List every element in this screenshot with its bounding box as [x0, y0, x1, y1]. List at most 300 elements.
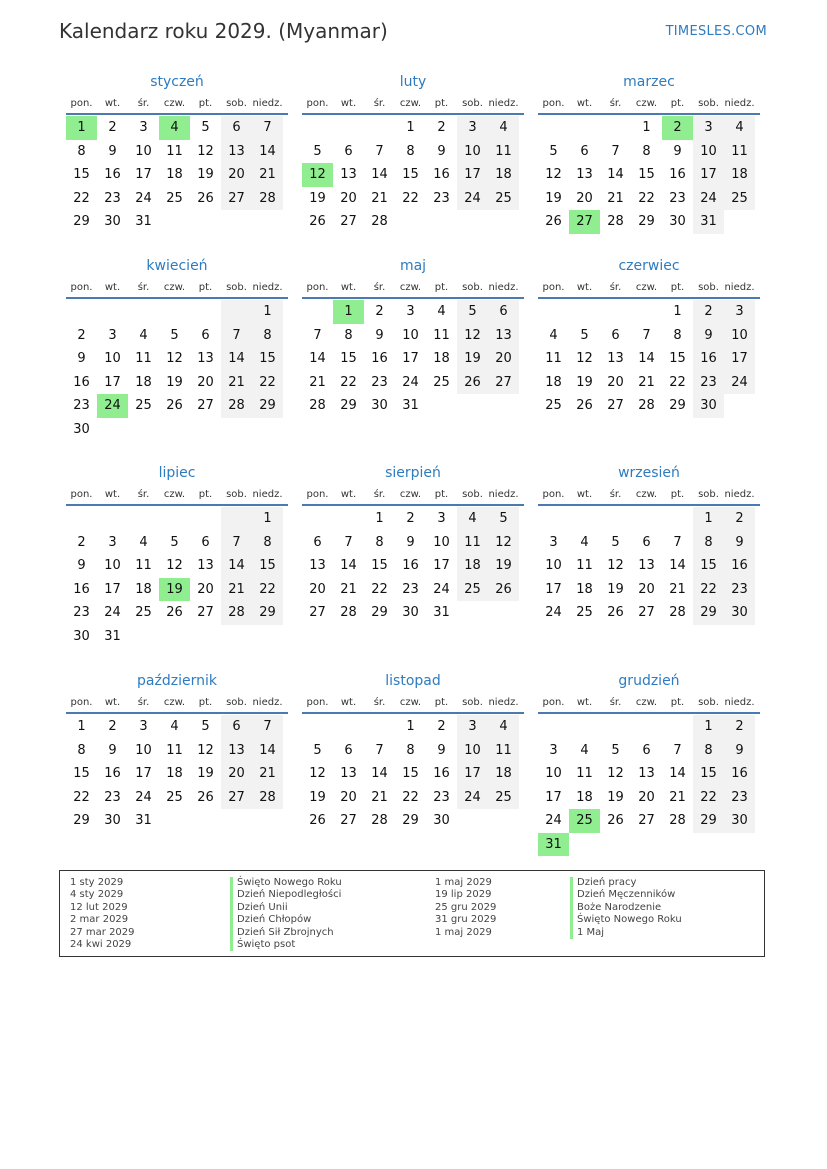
day-cell[interactable]: 14 — [607, 167, 624, 182]
day-cell[interactable]: 18 — [576, 789, 593, 805]
day-cell[interactable]: 16 — [104, 766, 121, 781]
day-cell[interactable]: 11 — [576, 766, 593, 781]
day-cell[interactable]: 19 — [309, 190, 326, 206]
day-cell[interactable]: 1 — [77, 719, 86, 734]
day-cell[interactable]: 7 — [252, 715, 283, 739]
day-cell[interactable]: 21 — [221, 578, 252, 602]
day-cell[interactable]: 6 — [201, 534, 210, 550]
day-cell[interactable]: 13 — [607, 351, 624, 366]
day-cell[interactable]: 11 — [135, 351, 152, 366]
day-cell[interactable]: 23 — [433, 789, 450, 805]
day-cell[interactable]: 25 — [724, 187, 755, 211]
day-cell[interactable]: 30 — [402, 605, 419, 620]
day-cell[interactable]: 24 — [97, 394, 128, 418]
day-cell[interactable]: 3 — [457, 715, 488, 739]
day-cell[interactable]: 25 — [135, 398, 152, 413]
day-cell[interactable]: 17 — [545, 789, 562, 805]
day-cell[interactable]: 2 — [77, 327, 86, 343]
day-cell[interactable]: 12 — [607, 766, 624, 781]
day-cell[interactable]: 6 — [313, 534, 322, 550]
day-cell[interactable]: 5 — [313, 742, 322, 758]
day-cell[interactable]: 12 — [309, 766, 326, 781]
day-cell[interactable]: 10 — [457, 140, 488, 164]
day-cell[interactable]: 12 — [197, 143, 214, 159]
day-cell[interactable]: 19 — [607, 581, 624, 597]
day-cell[interactable]: 30 — [104, 813, 121, 828]
day-cell[interactable]: 20 — [488, 347, 519, 371]
day-cell[interactable]: 14 — [340, 558, 357, 573]
day-cell[interactable]: 7 — [221, 324, 252, 348]
day-cell[interactable]: 13 — [197, 351, 214, 366]
day-cell[interactable]: 5 — [170, 534, 179, 550]
day-cell[interactable]: 9 — [437, 143, 446, 159]
day-cell[interactable]: 20 — [197, 374, 214, 390]
day-cell[interactable]: 25 — [166, 789, 183, 805]
day-cell[interactable]: 14 — [309, 351, 326, 366]
day-cell[interactable]: 11 — [576, 558, 593, 573]
day-cell[interactable]: 8 — [344, 327, 353, 343]
day-cell[interactable]: 27 — [569, 210, 600, 234]
day-cell[interactable]: 20 — [221, 762, 252, 786]
day-cell[interactable]: 22 — [252, 578, 283, 602]
day-cell[interactable]: 16 — [669, 167, 686, 182]
day-cell[interactable]: 25 — [433, 374, 450, 390]
day-cell[interactable]: 4 — [139, 327, 148, 343]
day-cell[interactable]: 16 — [693, 347, 724, 371]
day-cell[interactable]: 18 — [576, 581, 593, 597]
day-cell[interactable]: 23 — [73, 398, 90, 413]
day-cell[interactable]: 23 — [104, 789, 121, 805]
day-cell[interactable]: 18 — [545, 374, 562, 390]
day-cell[interactable]: 10 — [402, 327, 419, 343]
day-cell[interactable]: 4 — [457, 507, 488, 531]
day-cell[interactable]: 20 — [638, 789, 655, 805]
day-cell[interactable]: 24 — [135, 190, 152, 206]
day-cell[interactable]: 1 — [252, 507, 283, 531]
day-cell[interactable]: 5 — [488, 507, 519, 531]
day-cell[interactable]: 22 — [402, 190, 419, 206]
day-cell[interactable]: 7 — [375, 742, 384, 758]
day-cell[interactable]: 24 — [693, 187, 724, 211]
day-cell[interactable]: 10 — [433, 534, 450, 550]
day-cell[interactable]: 5 — [313, 143, 322, 159]
day-cell[interactable]: 26 — [488, 578, 519, 602]
day-cell[interactable]: 25 — [488, 786, 519, 810]
day-cell[interactable]: 15 — [402, 766, 419, 781]
day-cell[interactable]: 21 — [371, 190, 388, 206]
day-cell[interactable]: 21 — [252, 163, 283, 187]
day-cell[interactable]: 24 — [724, 371, 755, 395]
day-cell[interactable]: 1 — [693, 507, 724, 531]
day-cell[interactable]: 16 — [371, 351, 388, 366]
day-cell[interactable]: 2 — [406, 511, 415, 526]
day-cell[interactable]: 27 — [340, 813, 357, 828]
day-cell[interactable]: 17 — [433, 558, 450, 573]
day-cell[interactable]: 31 — [135, 214, 152, 229]
day-cell[interactable]: 13 — [340, 766, 357, 781]
day-cell[interactable]: 23 — [693, 371, 724, 395]
day-cell[interactable]: 13 — [576, 167, 593, 182]
day-cell[interactable]: 26 — [166, 605, 183, 620]
day-cell[interactable]: 9 — [673, 143, 682, 159]
day-cell[interactable]: 20 — [576, 190, 593, 206]
day-cell[interactable]: 27 — [340, 214, 357, 229]
day-cell[interactable]: 28 — [638, 398, 655, 413]
day-cell[interactable]: 6 — [221, 116, 252, 140]
day-cell[interactable]: 15 — [638, 167, 655, 182]
day-cell[interactable]: 14 — [221, 347, 252, 371]
day-cell[interactable]: 28 — [669, 813, 686, 828]
day-cell[interactable]: 21 — [607, 190, 624, 206]
day-cell[interactable]: 9 — [375, 327, 384, 343]
day-cell[interactable]: 3 — [108, 327, 117, 343]
day-cell[interactable]: 10 — [104, 558, 121, 573]
day-cell[interactable]: 23 — [669, 190, 686, 206]
day-cell[interactable]: 30 — [73, 421, 90, 437]
day-cell[interactable]: 17 — [457, 762, 488, 786]
day-cell[interactable]: 10 — [724, 324, 755, 348]
day-cell[interactable]: 8 — [77, 143, 86, 159]
day-cell[interactable]: 20 — [607, 374, 624, 390]
day-cell[interactable]: 1 — [406, 719, 415, 734]
day-cell[interactable]: 28 — [252, 187, 283, 211]
day-cell[interactable]: 18 — [488, 762, 519, 786]
day-cell[interactable]: 19 — [159, 578, 190, 602]
day-cell[interactable]: 19 — [488, 554, 519, 578]
day-cell[interactable]: 22 — [693, 786, 724, 810]
day-cell[interactable]: 9 — [724, 531, 755, 555]
day-cell[interactable]: 13 — [197, 558, 214, 573]
day-cell[interactable]: 24 — [457, 786, 488, 810]
day-cell[interactable]: 13 — [638, 766, 655, 781]
day-cell[interactable]: 22 — [693, 578, 724, 602]
day-cell[interactable]: 25 — [569, 809, 600, 833]
day-cell[interactable]: 17 — [724, 347, 755, 371]
day-cell[interactable]: 7 — [673, 534, 682, 550]
day-cell[interactable]: 30 — [724, 809, 755, 833]
day-cell[interactable]: 3 — [549, 534, 558, 550]
day-cell[interactable]: 5 — [201, 120, 210, 135]
day-cell[interactable]: 19 — [457, 347, 488, 371]
day-cell[interactable]: 8 — [693, 531, 724, 555]
day-cell[interactable]: 29 — [669, 398, 686, 413]
day-cell[interactable]: 22 — [669, 374, 686, 390]
day-cell[interactable]: 25 — [576, 605, 593, 620]
day-cell[interactable]: 13 — [638, 558, 655, 573]
day-cell[interactable]: 29 — [252, 394, 283, 418]
day-cell[interactable]: 26 — [197, 190, 214, 206]
day-cell[interactable]: 2 — [108, 120, 117, 135]
day-cell[interactable]: 27 — [607, 398, 624, 413]
day-cell[interactable]: 26 — [607, 605, 624, 620]
day-cell[interactable]: 26 — [576, 398, 593, 413]
day-cell[interactable]: 28 — [371, 813, 388, 828]
day-cell[interactable]: 20 — [221, 163, 252, 187]
day-cell[interactable]: 10 — [135, 143, 152, 159]
day-cell[interactable]: 16 — [433, 167, 450, 182]
day-cell[interactable]: 29 — [252, 601, 283, 625]
day-cell[interactable]: 23 — [104, 190, 121, 206]
day-cell[interactable]: 1 — [406, 120, 415, 135]
day-cell[interactable]: 15 — [340, 351, 357, 366]
day-cell[interactable]: 19 — [197, 766, 214, 781]
day-cell[interactable]: 14 — [371, 167, 388, 182]
day-cell[interactable]: 9 — [108, 143, 117, 159]
day-cell[interactable]: 4 — [580, 534, 589, 550]
day-cell[interactable]: 22 — [73, 190, 90, 206]
day-cell[interactable]: 7 — [611, 143, 620, 159]
day-cell[interactable]: 18 — [488, 163, 519, 187]
day-cell[interactable]: 27 — [309, 605, 326, 620]
day-cell[interactable]: 6 — [201, 327, 210, 343]
day-cell[interactable]: 25 — [457, 578, 488, 602]
day-cell[interactable]: 27 — [638, 813, 655, 828]
day-cell[interactable]: 22 — [371, 581, 388, 597]
day-cell[interactable]: 1 — [642, 120, 651, 135]
day-cell[interactable]: 18 — [135, 374, 152, 390]
day-cell[interactable]: 8 — [642, 143, 651, 159]
day-cell[interactable]: 18 — [166, 167, 183, 182]
day-cell[interactable]: 26 — [309, 214, 326, 229]
day-cell[interactable]: 2 — [108, 719, 117, 734]
day-cell[interactable]: 17 — [104, 374, 121, 390]
day-cell[interactable]: 30 — [433, 813, 450, 828]
day-cell[interactable]: 21 — [638, 374, 655, 390]
day-cell[interactable]: 3 — [406, 304, 415, 319]
day-cell[interactable]: 6 — [611, 327, 620, 343]
day-cell[interactable]: 24 — [545, 813, 562, 828]
day-cell[interactable]: 12 — [607, 558, 624, 573]
day-cell[interactable]: 2 — [693, 300, 724, 324]
day-cell[interactable]: 11 — [545, 351, 562, 366]
day-cell[interactable]: 15 — [693, 554, 724, 578]
day-cell[interactable]: 8 — [693, 739, 724, 763]
day-cell[interactable]: 14 — [252, 739, 283, 763]
day-cell[interactable]: 23 — [73, 605, 90, 620]
day-cell[interactable]: 10 — [104, 351, 121, 366]
day-cell[interactable]: 7 — [642, 327, 651, 343]
day-cell[interactable]: 3 — [437, 511, 446, 526]
day-cell[interactable]: 28 — [371, 214, 388, 229]
day-cell[interactable]: 1 — [673, 304, 682, 319]
day-cell[interactable]: 16 — [402, 558, 419, 573]
day-cell[interactable]: 20 — [638, 581, 655, 597]
brand-link[interactable]: TIMESLES.COM — [665, 24, 767, 39]
day-cell[interactable]: 22 — [252, 371, 283, 395]
day-cell[interactable]: 17 — [457, 163, 488, 187]
day-cell[interactable]: 12 — [488, 531, 519, 555]
day-cell[interactable]: 12 — [576, 351, 593, 366]
day-cell[interactable]: 31 — [433, 605, 450, 620]
day-cell[interactable]: 6 — [580, 143, 589, 159]
day-cell[interactable]: 3 — [139, 120, 148, 135]
day-cell[interactable]: 18 — [724, 163, 755, 187]
day-cell[interactable]: 4 — [580, 742, 589, 758]
day-cell[interactable]: 2 — [662, 116, 693, 140]
day-cell[interactable]: 5 — [170, 327, 179, 343]
day-cell[interactable]: 24 — [104, 605, 121, 620]
day-cell[interactable]: 29 — [638, 214, 655, 229]
day-cell[interactable]: 30 — [371, 398, 388, 413]
day-cell[interactable]: 17 — [135, 766, 152, 781]
day-cell[interactable]: 31 — [538, 833, 569, 857]
day-cell[interactable]: 31 — [693, 210, 724, 234]
day-cell[interactable]: 19 — [197, 167, 214, 182]
day-cell[interactable]: 31 — [104, 628, 121, 644]
day-cell[interactable]: 4 — [139, 534, 148, 550]
day-cell[interactable]: 1 — [375, 511, 384, 526]
day-cell[interactable]: 11 — [457, 531, 488, 555]
day-cell[interactable]: 2 — [437, 120, 446, 135]
day-cell[interactable]: 13 — [221, 140, 252, 164]
day-cell[interactable]: 17 — [402, 351, 419, 366]
day-cell[interactable]: 3 — [139, 719, 148, 734]
day-cell[interactable]: 23 — [724, 578, 755, 602]
day-cell[interactable]: 9 — [437, 742, 446, 758]
day-cell[interactable]: 4 — [170, 719, 179, 734]
day-cell[interactable]: 13 — [221, 739, 252, 763]
day-cell[interactable]: 29 — [402, 813, 419, 828]
day-cell[interactable]: 15 — [371, 558, 388, 573]
day-cell[interactable]: 21 — [669, 581, 686, 597]
day-cell[interactable]: 29 — [693, 809, 724, 833]
day-cell[interactable]: 16 — [73, 581, 90, 597]
day-cell[interactable]: 22 — [340, 374, 357, 390]
day-cell[interactable]: 5 — [201, 719, 210, 734]
day-cell[interactable]: 2 — [724, 507, 755, 531]
day-cell[interactable]: 1 — [333, 300, 364, 324]
day-cell[interactable]: 14 — [252, 140, 283, 164]
day-cell[interactable]: 16 — [724, 762, 755, 786]
day-cell[interactable]: 4 — [437, 304, 446, 319]
day-cell[interactable]: 20 — [340, 190, 357, 206]
day-cell[interactable]: 9 — [77, 351, 86, 366]
day-cell[interactable]: 1 — [693, 715, 724, 739]
day-cell[interactable]: 20 — [309, 581, 326, 597]
day-cell[interactable]: 17 — [135, 167, 152, 182]
day-cell[interactable]: 22 — [638, 190, 655, 206]
day-cell[interactable]: 27 — [221, 187, 252, 211]
day-cell[interactable]: 8 — [406, 143, 415, 159]
day-cell[interactable]: 19 — [545, 190, 562, 206]
day-cell[interactable]: 7 — [252, 116, 283, 140]
day-cell[interactable]: 29 — [371, 605, 388, 620]
day-cell[interactable]: 16 — [104, 167, 121, 182]
day-cell[interactable]: 2 — [375, 304, 384, 319]
day-cell[interactable]: 30 — [104, 214, 121, 229]
day-cell[interactable]: 5 — [457, 300, 488, 324]
day-cell[interactable]: 14 — [221, 554, 252, 578]
day-cell[interactable]: 27 — [488, 371, 519, 395]
day-cell[interactable]: 1 — [66, 116, 97, 140]
day-cell[interactable]: 5 — [611, 742, 620, 758]
day-cell[interactable]: 6 — [642, 742, 651, 758]
day-cell[interactable]: 3 — [724, 300, 755, 324]
day-cell[interactable]: 21 — [309, 374, 326, 390]
day-cell[interactable]: 5 — [549, 143, 558, 159]
day-cell[interactable]: 12 — [302, 163, 333, 187]
day-cell[interactable]: 30 — [669, 214, 686, 229]
day-cell[interactable]: 6 — [488, 300, 519, 324]
day-cell[interactable]: 3 — [457, 116, 488, 140]
day-cell[interactable]: 24 — [545, 605, 562, 620]
day-cell[interactable]: 26 — [545, 214, 562, 229]
day-cell[interactable]: 30 — [693, 394, 724, 418]
day-cell[interactable]: 29 — [73, 214, 90, 229]
day-cell[interactable]: 18 — [457, 554, 488, 578]
day-cell[interactable]: 10 — [135, 742, 152, 758]
day-cell[interactable]: 31 — [402, 398, 419, 413]
day-cell[interactable]: 9 — [108, 742, 117, 758]
day-cell[interactable]: 12 — [166, 558, 183, 573]
day-cell[interactable]: 6 — [344, 742, 353, 758]
day-cell[interactable]: 28 — [607, 214, 624, 229]
day-cell[interactable]: 11 — [135, 558, 152, 573]
day-cell[interactable]: 4 — [724, 116, 755, 140]
day-cell[interactable]: 1 — [252, 300, 283, 324]
day-cell[interactable]: 20 — [197, 581, 214, 597]
day-cell[interactable]: 8 — [375, 534, 384, 550]
day-cell[interactable]: 17 — [545, 581, 562, 597]
day-cell[interactable]: 13 — [309, 558, 326, 573]
day-cell[interactable]: 7 — [221, 531, 252, 555]
day-cell[interactable]: 12 — [457, 324, 488, 348]
day-cell[interactable]: 26 — [309, 813, 326, 828]
day-cell[interactable]: 16 — [433, 766, 450, 781]
day-cell[interactable]: 29 — [340, 398, 357, 413]
day-cell[interactable]: 8 — [406, 742, 415, 758]
day-cell[interactable]: 25 — [135, 605, 152, 620]
day-cell[interactable]: 13 — [488, 324, 519, 348]
day-cell[interactable]: 27 — [638, 605, 655, 620]
day-cell[interactable]: 22 — [73, 789, 90, 805]
day-cell[interactable]: 11 — [488, 140, 519, 164]
day-cell[interactable]: 23 — [371, 374, 388, 390]
day-cell[interactable]: 14 — [669, 558, 686, 573]
day-cell[interactable]: 22 — [402, 789, 419, 805]
day-cell[interactable]: 30 — [73, 628, 90, 644]
day-cell[interactable]: 28 — [221, 601, 252, 625]
day-cell[interactable]: 20 — [340, 789, 357, 805]
day-cell[interactable]: 19 — [166, 374, 183, 390]
day-cell[interactable]: 21 — [252, 762, 283, 786]
day-cell[interactable]: 21 — [371, 789, 388, 805]
day-cell[interactable]: 3 — [108, 534, 117, 550]
day-cell[interactable]: 12 — [166, 351, 183, 366]
day-cell[interactable]: 30 — [724, 601, 755, 625]
day-cell[interactable]: 6 — [642, 534, 651, 550]
day-cell[interactable]: 11 — [488, 739, 519, 763]
day-cell[interactable]: 25 — [545, 398, 562, 413]
day-cell[interactable]: 19 — [309, 789, 326, 805]
day-cell[interactable]: 21 — [669, 789, 686, 805]
day-cell[interactable]: 12 — [545, 167, 562, 182]
day-cell[interactable]: 23 — [433, 190, 450, 206]
day-cell[interactable]: 18 — [433, 351, 450, 366]
day-cell[interactable]: 9 — [693, 324, 724, 348]
day-cell[interactable]: 17 — [693, 163, 724, 187]
day-cell[interactable]: 15 — [252, 347, 283, 371]
day-cell[interactable]: 6 — [221, 715, 252, 739]
day-cell[interactable]: 19 — [607, 789, 624, 805]
day-cell[interactable]: 5 — [611, 534, 620, 550]
day-cell[interactable]: 2 — [77, 534, 86, 550]
day-cell[interactable]: 25 — [166, 190, 183, 206]
day-cell[interactable]: 7 — [673, 742, 682, 758]
day-cell[interactable]: 14 — [371, 766, 388, 781]
day-cell[interactable]: 4 — [159, 116, 190, 140]
day-cell[interactable]: 29 — [693, 601, 724, 625]
